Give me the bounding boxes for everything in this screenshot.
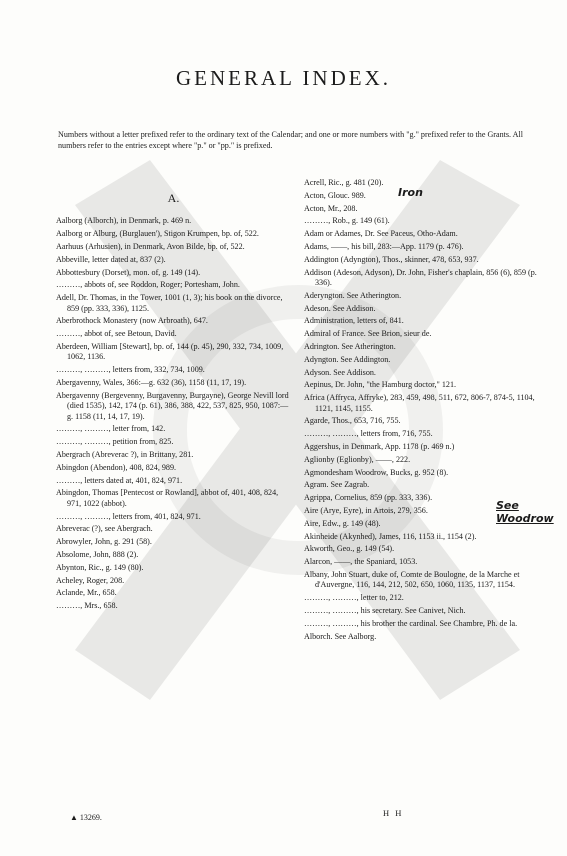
index-entry: Abingdon, Thomas [Pentecost or Rowland], abbot of, 401, 408, 824, 971, 1022 (abbot). bbox=[56, 488, 279, 508]
index-entry: ………, Rob., g. 149 (61). bbox=[304, 216, 390, 226]
index-entry: Alborch. See Aalborg. bbox=[304, 631, 377, 641]
index-entry: ………, abbot of, see Betoun, David. bbox=[56, 329, 177, 339]
index-entry: Acton, Glouc. 989. bbox=[304, 190, 366, 200]
right-column bbox=[304, 178, 539, 644]
index-entry: Adrington. See Atherington. bbox=[304, 341, 396, 351]
index-entry: Akworth, Geo., g. 149 (54). bbox=[304, 544, 395, 554]
index-entry: Aderyngton. See Atherington. bbox=[304, 290, 402, 300]
index-entry: Albany, John Stuart, duke of, Comte de Boulogne, de la Marche et d'Auvergne, 116, 144, 212, 502, 650, 1060, 1135, 1137, 1154. bbox=[304, 569, 520, 590]
index-entry: ………, ………, his secretary. See Canivet, Nich. bbox=[304, 605, 466, 615]
index-entry: Agram. See Zagrab. bbox=[304, 480, 370, 490]
index-entry: Aalborg or Alburg, (Burglauen'), Stigon Krumpen, bp. of, 522. bbox=[56, 229, 259, 239]
index-entry: Agmondesham Woodrow, Bucks, g. 952 (8). bbox=[304, 467, 449, 477]
index-entry: Adyngton. See Addington. bbox=[304, 354, 391, 364]
index-entry: ………, ………, petition from, 825. bbox=[56, 437, 174, 447]
index-entry: Aglionby (Eglionby), ——, 222. bbox=[304, 454, 411, 464]
index-entry: Abbeville, letter dated at, 837 (2). bbox=[56, 254, 166, 264]
index-entry: ………, ………, letter from, 142. bbox=[56, 424, 166, 434]
index-entry: Aclande, Mr., 658. bbox=[56, 588, 117, 598]
index-entry: ………, ………, letters from, 332, 734, 1009. bbox=[56, 365, 205, 375]
index-entry: Adell, Dr. Thomas, in the Tower, 1001 (1, 3); his book on the divorce, 859 (pp. 333, 336), 1125. bbox=[56, 293, 283, 313]
index-entry: Adeson. See Addison. bbox=[304, 303, 376, 313]
index-entry: Administration, letters of, 841. bbox=[304, 316, 404, 326]
index-entry: ………, ………, his brother the cardinal. See Chambre, Ph. de la. bbox=[304, 618, 518, 628]
index-entry: Addison (Adeson, Adyson), Dr. John, Fisher's chaplain, 856 (6), 859 (p. 336). bbox=[304, 267, 537, 287]
index-entry: Akinheide (Akynhed), James, 116, 1153 ii., 1154 (2). bbox=[304, 531, 477, 541]
index-entry: Acton, Mr., 208. bbox=[304, 203, 358, 213]
handwritten-iron: Iron bbox=[398, 186, 423, 199]
handwritten-see-woodrow: See Woodrow bbox=[496, 499, 554, 525]
index-entry: Admiral of France. See Brion, sieur de. bbox=[304, 329, 432, 339]
index-entry: Adam or Adames, Dr. See Paceus, Otho-Adam. bbox=[304, 229, 458, 239]
index-entry: Abrowyler, John, g. 291 (58). bbox=[56, 537, 152, 547]
index-entry: Agrippa, Cornelius, 859 (pp. 333, 336). bbox=[304, 493, 433, 503]
right-entry-list bbox=[304, 178, 539, 642]
index-entry: Alarcon, ——, the Spaniard, 1053. bbox=[304, 557, 418, 567]
index-entry: Aberbrothock Monastery (now Arbroath), 647. bbox=[56, 316, 208, 326]
index-entry: ………, ………, letters from, 401, 824, 971. bbox=[56, 511, 201, 521]
index-entry: ………, Mrs., 658. bbox=[56, 601, 118, 611]
index-entry: Acheley, Roger, 208. bbox=[56, 575, 125, 585]
index-entry: Abergrach (Abreverac ?), in Brittany, 281. bbox=[56, 449, 194, 459]
index-entry: Adyson. See Addison. bbox=[304, 367, 376, 377]
index-entry: Acrell, Ric., g. 481 (20). bbox=[304, 178, 384, 187]
index-entry: Abbottesbury (Dorset), mon. of, g. 149 (14). bbox=[56, 267, 201, 277]
index-entry: Abergavenny (Bergevenny, Burgavenny, Burgayne), George Nevill lord (died 1535), 142, 174 (p. 61), 386, 388, 422, 537, 825, 950, 1087:—g. 1158 (11, 14, 17, 19). bbox=[56, 390, 289, 421]
index-entry: Absolome, John, 888 (2). bbox=[56, 549, 139, 559]
index-entry: Adams, ——, his bill, 283:—App. 1179 (p. 476). bbox=[304, 241, 464, 251]
index-entry: Aire (Arye, Eyre), in Artois, 279, 356. bbox=[304, 505, 428, 515]
section-letter: A. bbox=[167, 191, 180, 205]
index-entry: Abergavenny, Wales, 366:—g. 632 (36), 1158 (11, 17, 19). bbox=[56, 377, 247, 387]
index-entry: Aalborg (Alborch), in Denmark, p. 469 n. bbox=[56, 216, 192, 226]
index-entry: Aberdeen, William [Stewart], bp. of, 144 (p. 45), 290, 332, 734, 1009, 1062, 1136. bbox=[56, 341, 284, 362]
index-entry: ………, letters dated at, 401, 824, 971. bbox=[56, 475, 183, 485]
index-entry: Addington (Adyngton), Thos., skinner, 478, 653, 937. bbox=[304, 254, 479, 264]
index-entry: Africa (Affryca, Affryke), 283, 459, 498, 511, 672, 806-7, 874-5, 1104, 1121, 1145, 1155. bbox=[304, 393, 535, 413]
index-entry: Aggershus, in Denmark, App. 1178 (p. 469 n.) bbox=[304, 441, 455, 451]
index-entry: Abreverac (?), see Abergrach. bbox=[56, 524, 153, 534]
index-entry: Aarhuus (Arhusien), in Denmark, Avon Bilde, bp. of, 522. bbox=[56, 242, 245, 251]
left-entry-list bbox=[56, 216, 291, 611]
signature-mark: ▲ 13269. bbox=[70, 813, 102, 822]
index-entry: Abingdon (Abendon), 408, 824, 989. bbox=[56, 462, 177, 472]
page-title: GENERAL INDEX. bbox=[175, 66, 392, 90]
left-column bbox=[56, 178, 291, 614]
intro-note: Numbers without a letter prefixed refer to the ordinary text of the Calendar; and one or more numbers with "g." prefixed refer to the Grants. All numbers refer to the entries except where "p." or "pp." is prefixed. bbox=[58, 130, 523, 150]
index-entry: Aire, Edw., g. 149 (48). bbox=[304, 518, 381, 528]
quire-mark: H H bbox=[383, 808, 404, 818]
index-entry: Aepinus, Dr. John, "the Hamburg doctor," 121. bbox=[304, 380, 457, 390]
index-entry: Agarde, Thos., 653, 716, 755. bbox=[304, 416, 401, 426]
index-entry: Abynton, Ric., g. 149 (80). bbox=[56, 562, 144, 572]
index-entry: ………, ………, letters from, 716, 755. bbox=[304, 429, 433, 439]
index-entry: ………, ………, letter to, 212. bbox=[304, 593, 404, 603]
index-entry: ………, abbots of, see Roddon, Roger; Portesham, John. bbox=[56, 280, 240, 290]
